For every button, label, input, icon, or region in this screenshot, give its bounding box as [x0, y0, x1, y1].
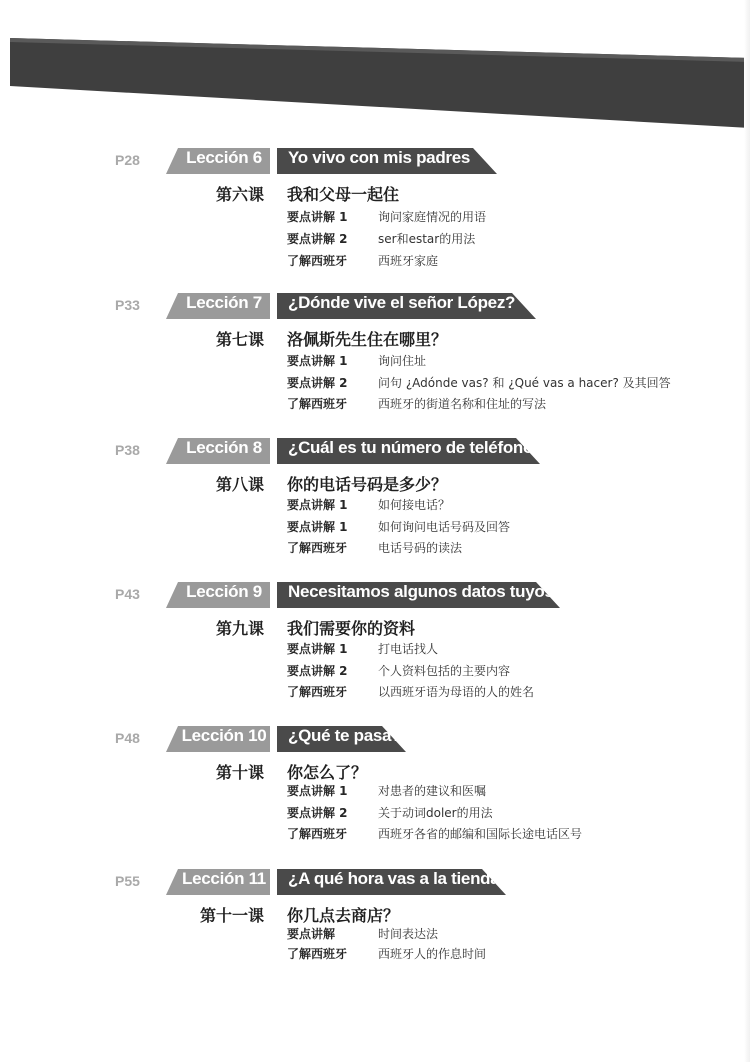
key-point-row	[287, 252, 727, 272]
page-reference: P28	[115, 152, 140, 168]
key-point-row	[287, 230, 727, 250]
key-point-label: 了解西班牙	[287, 827, 348, 841]
top-banner	[0, 0, 750, 140]
page-edge-shadow	[744, 0, 750, 1062]
lesson-entry-10	[0, 720, 750, 850]
lesson-entry-6	[0, 142, 750, 272]
chinese-lesson-title: 我们需要你的资料	[287, 619, 416, 638]
key-point-label: 要点讲解 1	[287, 642, 348, 656]
page-reference: P55	[115, 873, 140, 889]
lesson-number-label: Lección 11	[182, 869, 266, 888]
key-point-label: 了解西班牙	[287, 685, 348, 699]
page-reference: P48	[115, 730, 140, 746]
key-point-row	[287, 683, 727, 703]
chinese-lesson-number: 第十一课	[199, 906, 264, 925]
key-point-text: 时间表达法	[378, 927, 439, 941]
key-point-row	[287, 208, 727, 228]
key-point-row	[287, 496, 727, 516]
lesson-entry-11	[0, 863, 750, 993]
lesson-number-label: Lección 7	[186, 293, 262, 312]
key-point-row	[287, 825, 727, 845]
lesson-title: ¿A qué hora vas a la tienda?	[288, 869, 510, 888]
chinese-lesson-title: 我和父母一起住	[287, 185, 400, 204]
key-point-label: 要点讲解 1	[287, 354, 348, 368]
key-point-label: 要点讲解	[287, 927, 336, 941]
key-point-text: 西班牙各省的邮编和国际长途电话区号	[378, 827, 583, 841]
key-point-row	[287, 518, 727, 538]
key-point-label: 要点讲解 2	[287, 232, 348, 246]
key-point-label: 要点讲解 2	[287, 806, 348, 820]
key-point-text: 如何接电话？	[378, 498, 451, 512]
chinese-lesson-title: 你几点去商店？	[287, 906, 400, 925]
lesson-number-label: Lección 10	[181, 726, 267, 745]
chinese-lesson-title: 洛佩斯先生住在哪里？	[287, 330, 448, 349]
key-point-label: 要点讲解 1	[287, 210, 348, 224]
key-point-text: 打电话找人	[378, 642, 439, 656]
key-point-row	[287, 539, 727, 559]
page-reference: P43	[115, 586, 140, 602]
chinese-lesson-number: 第十课	[215, 763, 264, 782]
page-reference: P33	[115, 297, 140, 313]
key-point-text: 西班牙的街道名称和住址的写法	[378, 397, 547, 411]
key-point-text: 询问家庭情况的用语	[378, 210, 487, 224]
key-point-text: ser和estar的用法	[378, 232, 476, 246]
chinese-lesson-number: 第八课	[215, 475, 264, 494]
key-point-row	[287, 640, 727, 660]
key-point-row	[287, 782, 727, 802]
lesson-entry-8	[0, 432, 750, 562]
key-point-text: 关于动词doler的用法	[378, 806, 493, 820]
lesson-title: Yo vivo con mis padres	[288, 148, 471, 167]
key-point-text: 以西班牙语为母语的人的姓名	[378, 685, 535, 699]
chinese-lesson-title: 你的电话号码是多少？	[287, 475, 448, 494]
key-point-label: 要点讲解 2	[287, 664, 348, 678]
chinese-lesson-number: 第六课	[215, 185, 264, 204]
key-point-label: 要点讲解 2	[287, 376, 348, 390]
lesson-title: ¿Cuál es tu número de teléfono?	[288, 438, 544, 457]
page-reference: P38	[115, 442, 140, 458]
key-point-label: 了解西班牙	[287, 397, 348, 411]
key-point-text: 询问住址	[378, 354, 427, 368]
key-point-row	[287, 374, 727, 394]
key-point-row	[287, 662, 727, 682]
key-point-text: 西班牙人的作息时间	[378, 947, 487, 961]
key-point-row	[287, 945, 727, 965]
key-point-label: 了解西班牙	[287, 541, 348, 555]
key-point-text: 对患者的建议和医嘱	[378, 784, 487, 798]
key-point-row	[287, 395, 727, 415]
key-point-label: 要点讲解 1	[287, 520, 348, 534]
key-point-row	[287, 352, 727, 372]
chinese-lesson-number: 第九课	[215, 619, 264, 638]
chinese-lesson-number: 第七课	[215, 330, 264, 349]
key-point-label: 了解西班牙	[287, 254, 348, 268]
chinese-lesson-title: 你怎么了？	[287, 763, 368, 782]
lesson-title: ¿Qué te pasa?	[288, 726, 402, 745]
key-point-text: 问句 ¿Adónde vas? 和 ¿Qué vas a hacer? 及其回答	[378, 376, 671, 390]
lesson-number-label: Lección 9	[186, 582, 262, 601]
key-point-row	[287, 804, 727, 824]
key-point-text: 如何询问电话号码及回答	[378, 520, 511, 534]
key-point-label: 要点讲解 1	[287, 498, 348, 512]
key-point-label: 了解西班牙	[287, 947, 348, 961]
lesson-entry-9	[0, 576, 750, 706]
key-point-label: 要点讲解 1	[287, 784, 348, 798]
key-point-row	[287, 925, 727, 945]
lesson-number-label: Lección 8	[186, 438, 262, 457]
key-point-text: 个人资料包括的主要内容	[378, 664, 511, 678]
lesson-title: Necesitamos algunos datos tuyos	[288, 582, 554, 601]
lesson-entry-7	[0, 287, 750, 417]
key-point-text: 电话号码的读法	[378, 541, 463, 555]
lesson-number-label: Lección 6	[186, 148, 262, 167]
key-point-text: 西班牙家庭	[378, 254, 439, 268]
lesson-title: ¿Dónde vive el señor López?	[288, 293, 516, 312]
